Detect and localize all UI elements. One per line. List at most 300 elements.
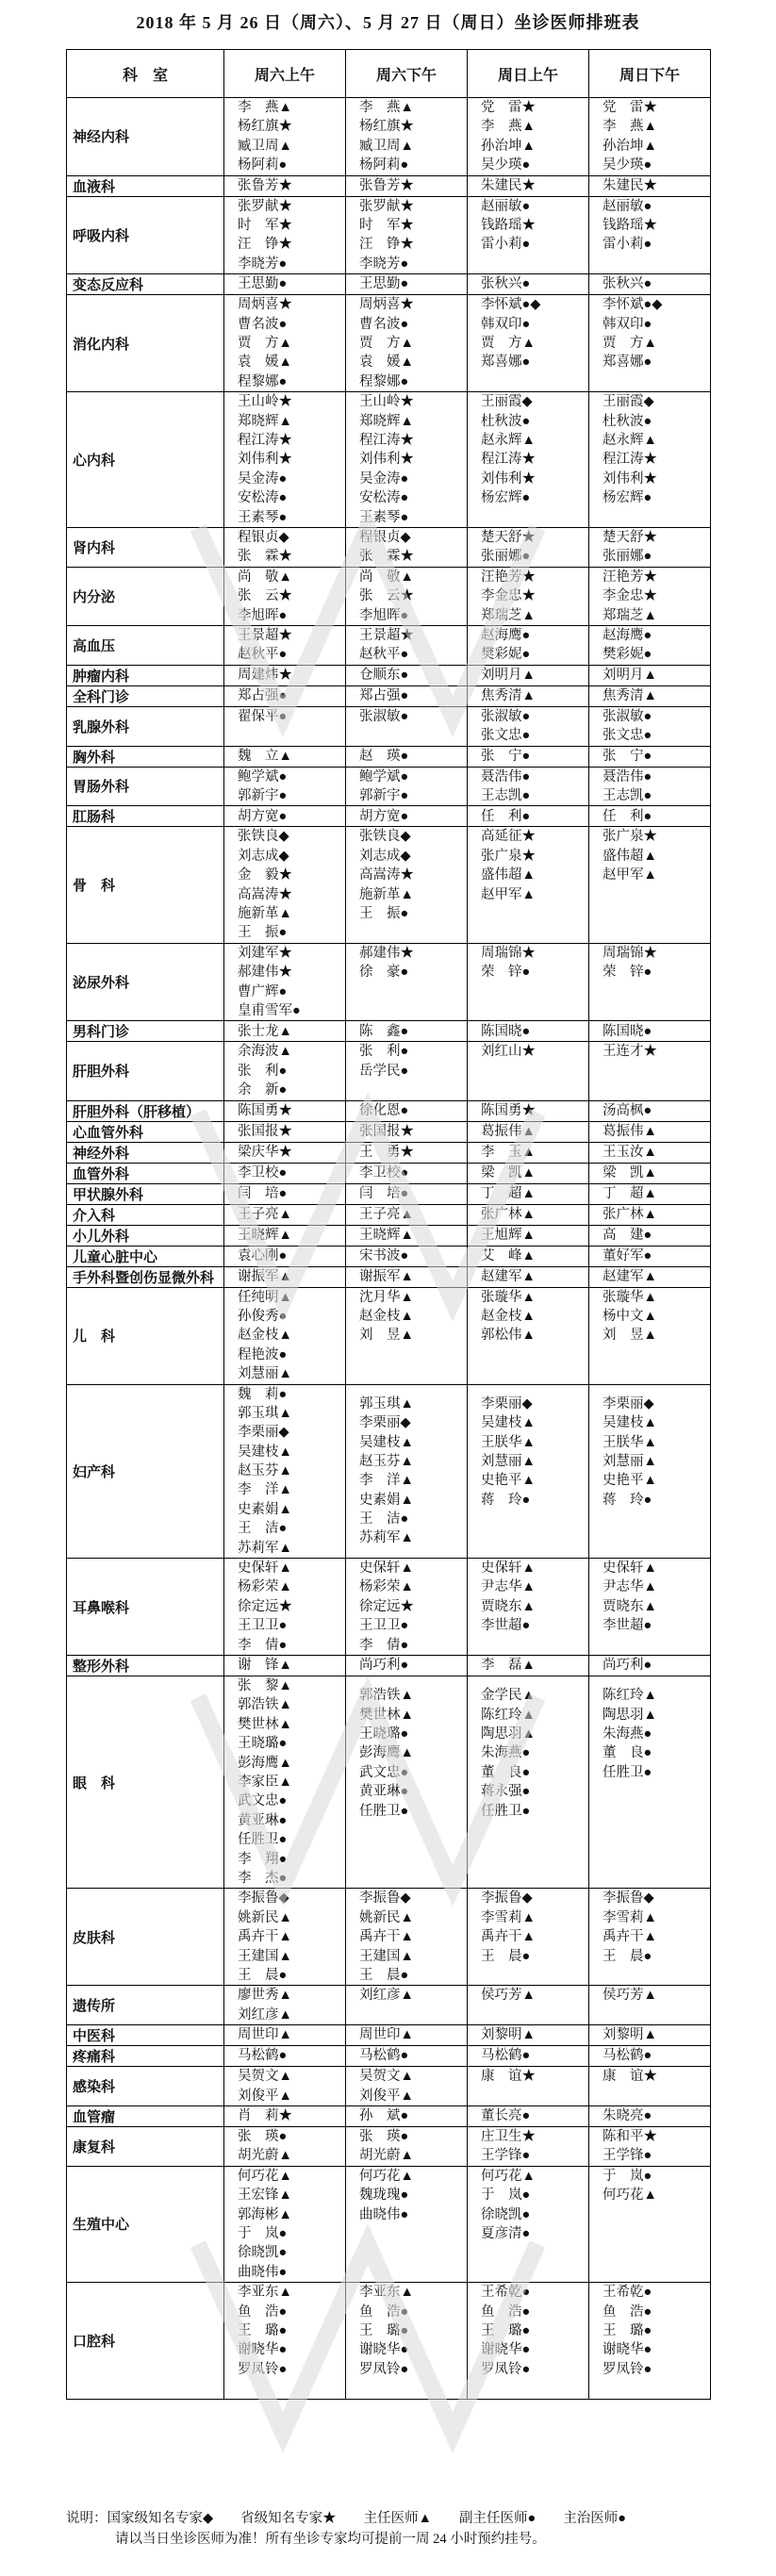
doctor-name: 孙治坤▲ [603,138,657,154]
department-name: 甲状腺外科 [67,1183,224,1204]
doctor-cell [224,1986,346,2025]
doctor-name: 陈 鑫● [359,1023,409,1039]
doctor-name: 徐定远★ [238,1598,292,1614]
doctor-name: 陶思羽▲ [603,1707,657,1723]
doctor-name: 王 晨● [238,1967,288,1983]
department-name: 血管外科 [67,1163,224,1183]
doctor-cell [589,625,711,665]
doctor-name: 苏莉军▲ [238,1540,292,1556]
doctor-name: 余 新● [238,1082,288,1098]
doctor-name: 张丽娜● [481,549,531,565]
doctor-cell [346,1384,468,1559]
doctor-name: 郑瑞芝▲ [481,607,536,623]
doctor-name: 张淑敏● [481,708,531,724]
doctor-name: 李振鲁◆ [603,1891,654,1907]
doctor-name [603,1346,706,1364]
doctor-name: 赵秋平● [238,647,288,663]
doctor-name: 李 杰● [238,1870,288,1886]
doctor-name: 杨彩荣▲ [238,1579,292,1595]
doctor-name: 张 云★ [359,588,414,604]
doctor-name: 吴金涛● [359,471,409,487]
doctor-name: 王建国▲ [359,1948,414,1964]
department-name: 儿童心脏中心 [67,1246,224,1266]
doctor-name: 赵甲军▲ [603,867,657,883]
doctor-name [481,1364,585,1383]
doctor-name: 刘志成◆ [238,848,289,864]
doctor-name: 张罗献★ [359,198,414,214]
table-row [67,746,711,767]
doctor-name: 吴建枝▲ [238,1444,292,1460]
doctor-name: 李晓芳● [238,256,288,272]
doctor-name: 赵玉芬▲ [238,1463,292,1479]
department-name: 肿瘤内科 [67,665,224,685]
doctor-name: 黄亚琳● [238,1812,288,1828]
doctor-name: 郭新宇● [359,787,409,803]
doctor-cell [346,806,468,827]
doctor-name: 张璇华▲ [481,1289,536,1305]
doctor-name [603,1966,706,1985]
doctor-name: 杨中文▲ [603,1308,657,1324]
doctor-name [481,1001,585,1020]
doctor-name: 臧卫周▲ [238,138,292,154]
doctor-cell [589,1225,711,1246]
doctor-cell [589,1183,711,1204]
doctor-name [359,2243,463,2262]
doctor-cell [589,1676,711,1889]
doctor-name: 彭海鹰▲ [359,1745,414,1761]
table-row [67,1121,711,1142]
doctor-name: 程江涛★ [359,433,414,448]
doctor-name: 刘明月▲ [603,668,657,684]
doctor-name: 樊彩妮● [603,647,652,663]
doctor-cell [589,567,711,625]
doctor-name: 张丽娜● [603,549,652,565]
doctor-name: 李 倩● [359,1637,409,1653]
department-name: 手外科暨创伤显微外科 [67,1266,224,1287]
doctor-name: 王晓璐● [359,1726,409,1742]
department-name: 乳腺外科 [67,706,224,746]
doctor-name: 康 谊★ [481,2069,536,2085]
doctor-name: 赵丽敏● [603,198,652,214]
doctor-name: 吴少瑛● [603,157,652,173]
doctor-cell [468,827,589,943]
doctor-name: 王晓辉▲ [359,1227,414,1243]
doctor-cell [468,1384,589,1559]
doctor-name: 任纯明▲ [238,1289,292,1305]
table-row [67,2067,711,2106]
doctor-name: 张 黎▲ [238,1678,292,1694]
doctor-name: 武文忠● [359,1764,409,1780]
doctor-name [481,1081,585,1099]
doctor-name: 尚 敬▲ [359,569,414,585]
doctor-name: 周建炜★ [238,668,292,684]
doctor-name: 魏珑瑰● [359,2188,409,2204]
doctor-name: 郑晓辉▲ [359,413,414,429]
doctor-name [481,2243,585,2262]
doctor-cell [468,295,589,392]
doctor-cell [346,527,468,567]
doctor-name: 赵海鹰● [603,627,652,643]
doctor-name [603,885,706,904]
doctor-name: 徐定远★ [359,1598,414,1614]
department-name: 血管瘤 [67,2105,224,2126]
doctor-name [359,2379,463,2398]
doctor-name: 盛伟超▲ [481,867,536,883]
doctor-cell [224,1889,346,1986]
department-name: 全科门诊 [67,685,224,706]
doctor-name: 聂浩伟● [481,768,531,784]
doctor-name: 李怀斌●◆ [481,297,541,313]
doctor-cell [468,625,589,665]
doctor-name: 汪艳芳★ [603,569,657,585]
doctor-name: 王朕华▲ [603,1434,657,1450]
doctor-name: 王 璐● [238,2322,288,2338]
doctor-name [481,1840,585,1858]
doctor-name: 楚天舒★ [481,529,536,545]
doctor-name: 李世超● [603,1618,652,1634]
doctor-cell [589,2067,711,2106]
doctor-name: 袁 媛▲ [238,355,292,371]
doctor-name: 刘伟利★ [359,452,414,468]
table-row [67,1559,711,1656]
doctor-name: 鱼 浩● [481,2304,531,2320]
doctor-name: 鱼 浩● [238,2304,288,2320]
doctor-cell [589,706,711,746]
doctor-name: 岳学民● [359,1063,409,1079]
doctor-name: 李栗丽◆ [603,1395,654,1412]
doctor-name: 郭浩铁▲ [359,1688,414,1704]
doctor-name: 李雪莉▲ [481,1909,536,1925]
department-name: 皮肤科 [67,1889,224,1986]
legend-footer [66,2508,726,2550]
doctor-name: 郭新宇● [238,787,288,803]
table-row [67,1183,711,1204]
doctor-cell [346,1204,468,1225]
doctor-cell [224,1121,346,1142]
doctor-name [603,1859,706,1878]
doctor-name: 曹名波● [359,316,409,332]
doctor-cell [346,1889,468,1986]
doctor-cell [589,1100,711,1121]
department-name: 儿 科 [67,1287,224,1384]
doctor-cell [589,2046,711,2067]
doctor-name: 谢晓华● [238,2342,288,2358]
doctor-name: 王 洁● [359,1511,409,1527]
doctor-name [603,983,706,1001]
doctor-name: 董好军● [603,1247,652,1263]
doctor-cell [589,392,711,528]
doctor-cell [468,527,589,567]
doctor-name: 蒋永强● [481,1784,531,1800]
doctor-cell [468,685,589,706]
doctor-cell [224,1021,346,1042]
doctor-name: 李怀斌●◆ [603,297,663,313]
doctor-name: 史保轩▲ [481,1560,536,1577]
doctor-name: 李晓芳● [359,256,409,272]
doctor-cell [589,943,711,1021]
doctor-name: 陈和平★ [603,2128,657,2144]
doctor-name: 雷小莉● [481,237,531,253]
doctor-name: 程江涛★ [238,433,292,448]
doctor-name: 沈月华▲ [359,1289,414,1305]
doctor-name: 徐晓凯● [481,2206,531,2222]
doctor-name: 魏 立▲ [238,748,292,764]
doctor-name [359,923,463,942]
doctor-name: 曲晓伟● [238,2264,288,2280]
doctor-cell [224,392,346,528]
doctor-name [603,1802,706,1821]
doctor-name [359,1840,463,1858]
table-row [67,2025,711,2046]
doctor-cell [224,1656,346,1676]
doctor-name: 赵玉芬▲ [359,1453,414,1469]
header-sun-pm: 周日下午 [589,50,711,98]
header-sun-am: 周日上午 [468,50,589,98]
doctor-name: 郭海彬▲ [238,2206,292,2222]
doctor-cell [224,1266,346,1287]
doctor-cell [346,2046,468,2067]
doctor-cell [346,2283,468,2399]
doctor-cell [468,274,589,295]
doctor-name: 赵永辉▲ [603,433,657,448]
doctor-name: 张秋兴● [603,276,652,292]
doctor-name: 刘建军★ [238,945,292,961]
doctor-cell [346,1163,468,1183]
doctor-name: 梁 凯▲ [481,1164,536,1181]
doctor-name: 汪 铮★ [238,237,292,253]
department-name: 整形外科 [67,1656,224,1676]
doctor-name: 罗凤铃● [603,2361,652,2377]
doctor-cell [346,1246,468,1266]
doctor-cell [589,1121,711,1142]
doctor-name [359,1821,463,1840]
doctor-cell [468,943,589,1021]
table-row [67,1225,711,1246]
doctor-name: 余海波▲ [238,1044,292,1060]
doctor-name: 王 璐● [359,2322,409,2338]
doctor-cell [468,1246,589,1266]
doctor-name: 陈国晓● [481,1023,531,1039]
doctor-name: 郭玉琪▲ [359,1395,414,1412]
doctor-cell [224,1287,346,1384]
doctor-name: 赵甲军▲ [481,886,536,902]
doctor-name: 郑占强● [238,688,288,704]
doctor-cell [346,1225,468,1246]
table-row [67,1986,711,2025]
doctor-cell [346,685,468,706]
doctor-name: 蒋 玲● [481,1492,531,1508]
doctor-name [481,2006,585,2024]
doctor-name: 李栗丽◆ [481,1395,533,1412]
doctor-name: 陶思羽▲ [481,1726,536,1742]
doctor-name: 王志凯● [603,787,652,803]
doctor-name: 张铁良◆ [359,829,411,845]
doctor-name: 杜秋波● [481,413,531,429]
doctor-cell [589,1142,711,1163]
doctor-name: 刘 昱▲ [359,1328,414,1344]
department-name: 中医科 [67,2025,224,2046]
doctor-cell [589,1287,711,1384]
doctor-name: 胡光蔚▲ [238,2148,292,2164]
doctor-name: 王 晨● [481,1948,531,1964]
doctor-name: 程黎娜● [238,373,288,389]
table-row [67,1204,711,1225]
doctor-name: 李旭晖● [238,607,288,623]
doctor-name [603,2224,706,2243]
doctor-cell [468,1676,589,1889]
doctor-cell [224,665,346,685]
doctor-name: 吴建枝▲ [603,1415,657,1431]
doctor-name: 罗凤铃● [359,2361,409,2377]
doctor-name: 梁 凯▲ [603,1164,657,1181]
doctor-name: 张鲁芳★ [238,177,292,193]
doctor-name: 郑喜娜● [481,355,531,371]
doctor-cell [224,98,346,176]
doctor-name: 张 利● [359,1044,409,1060]
doctor-name [359,1001,463,1020]
doctor-name: 何巧花▲ [481,2168,536,2184]
department-name: 胸外科 [67,746,224,767]
doctor-name: 董 良● [603,1745,652,1761]
doctor-name: 李卫校● [359,1164,409,1181]
doctor-name: 史素娟▲ [359,1492,414,1508]
doctor-name: 李 洋▲ [238,1482,292,1498]
doctor-cell [224,1225,346,1246]
doctor-cell [468,1163,589,1183]
doctor-name: 王 晨● [359,1967,409,1983]
doctor-name: 姚新民▲ [238,1909,292,1925]
doctor-name: 张 云★ [238,588,292,604]
department-name: 内分泌 [67,567,224,625]
doctor-name: 王景超★ [359,627,414,643]
doctor-cell [468,1889,589,1986]
doctor-name: 贾 方▲ [603,335,657,351]
legend-line: 说明：国家级知名专家◆ 省级知名专家★ 主任医师▲ 副主任医师● 主治医师● [66,2511,627,2526]
doctor-name: 李栗丽◆ [238,1425,289,1441]
doctor-name: 樊彩妮● [481,647,531,663]
doctor-cell [346,1121,468,1142]
doctor-name: 丁 超▲ [603,1185,657,1201]
doctor-cell [468,196,589,274]
doctor-name [481,923,585,942]
doctor-name [603,2263,706,2282]
doctor-name: 孙 斌● [359,2108,409,2124]
department-name: 肾内科 [67,527,224,567]
notice-line: 请以当日坐诊医师为准！所有坐诊专家均可提前一周 24 小时预约挂号。 [115,2532,546,2547]
doctor-name: 任 利● [481,808,531,824]
doctor-name: 禹卉干▲ [238,1929,292,1945]
doctor-name: 赵金枝▲ [238,1328,292,1344]
doctor-cell [346,767,468,806]
doctor-name: 杨宏辉● [603,490,652,506]
doctor-name: 鱼 浩● [359,2304,409,2320]
doctor-name: 吴建枝▲ [359,1434,414,1450]
department-name: 高血压 [67,625,224,665]
doctor-name: 吴建枝▲ [481,1415,536,1431]
doctor-name [481,1966,585,1985]
doctor-name: 王 璐● [603,2322,652,2338]
doctor-name: 杨彩荣▲ [359,1579,414,1595]
doctor-name: 杨红旗★ [238,119,292,135]
doctor-name: 吴贺文▲ [238,2069,292,2085]
doctor-name: 刘慧丽▲ [603,1453,657,1469]
doctor-name: 王希乾● [603,2285,652,2301]
doctor-cell [224,1183,346,1204]
doctor-name: 魏 莉● [238,1386,288,1402]
doctor-name [603,1081,706,1099]
doctor-name [603,255,706,273]
doctor-name: 艾 峰▲ [481,1247,536,1263]
department-name: 遗传所 [67,1986,224,2025]
doctor-name: 金学民▲ [481,1688,536,1704]
doctor-name: 任 利● [603,808,652,824]
doctor-name: 罗凤铃● [238,2361,288,2377]
doctor-cell [346,1656,468,1676]
doctor-cell [346,625,468,665]
doctor-name: 曹名波● [238,316,288,332]
table-row [67,1100,711,1121]
doctor-name: 李亚东▲ [238,2285,292,2301]
table-row [67,685,711,706]
doctor-cell [346,2126,468,2166]
doctor-cell [224,943,346,1021]
doctor-name: 张广泉★ [481,848,536,864]
doctor-cell [589,1266,711,1287]
doctor-cell [468,175,589,196]
doctor-name: 李 玉▲ [481,1144,536,1160]
doctor-cell [224,1163,346,1183]
doctor-name: 刘黎明▲ [603,2027,657,2043]
doctor-name: 刘慧丽▲ [238,1366,292,1382]
doctor-cell [224,1676,346,1889]
table-row [67,98,711,176]
doctor-name: 高延征★ [481,829,536,845]
doctor-name [603,2379,706,2398]
doctor-name: 王晓辉▲ [238,1227,292,1243]
doctor-name: 朱海燕● [603,1726,652,1742]
doctor-name: 赵建军▲ [481,1268,536,1284]
doctor-name: 张 霖★ [359,549,414,565]
doctor-name: 荣 锌● [603,965,652,981]
doctor-name: 周世印▲ [359,2027,414,2043]
doctor-cell [589,2126,711,2166]
doctor-name: 李振鲁◆ [238,1891,289,1907]
doctor-name: 张 瑛● [238,2128,288,2144]
doctor-cell [468,1225,589,1246]
doctor-name: 程银贞◆ [359,529,411,545]
doctor-cell [468,2025,589,2046]
doctor-name: 刘黎明▲ [481,2027,536,2043]
doctor-name: 史保轩▲ [238,1560,292,1577]
doctor-cell [346,274,468,295]
department-name: 妇产科 [67,1384,224,1559]
doctor-name [481,2087,585,2105]
doctor-name: 陈国晓● [603,1023,652,1039]
department-name: 生殖中心 [67,2166,224,2282]
doctor-cell [468,2067,589,2106]
department-name: 泌尿外科 [67,943,224,1021]
doctor-cell [346,1986,468,2025]
doctor-name [359,1081,463,1099]
table-row [67,706,711,746]
table-row [67,175,711,196]
doctor-cell [468,2126,589,2166]
doctor-name: 赵金枝▲ [481,1308,536,1324]
doctor-name: 汪艳芳★ [481,569,536,585]
doctor-cell [346,1021,468,1042]
doctor-name: 雷小莉● [603,237,652,253]
doctor-name: 王山岭★ [238,394,292,410]
